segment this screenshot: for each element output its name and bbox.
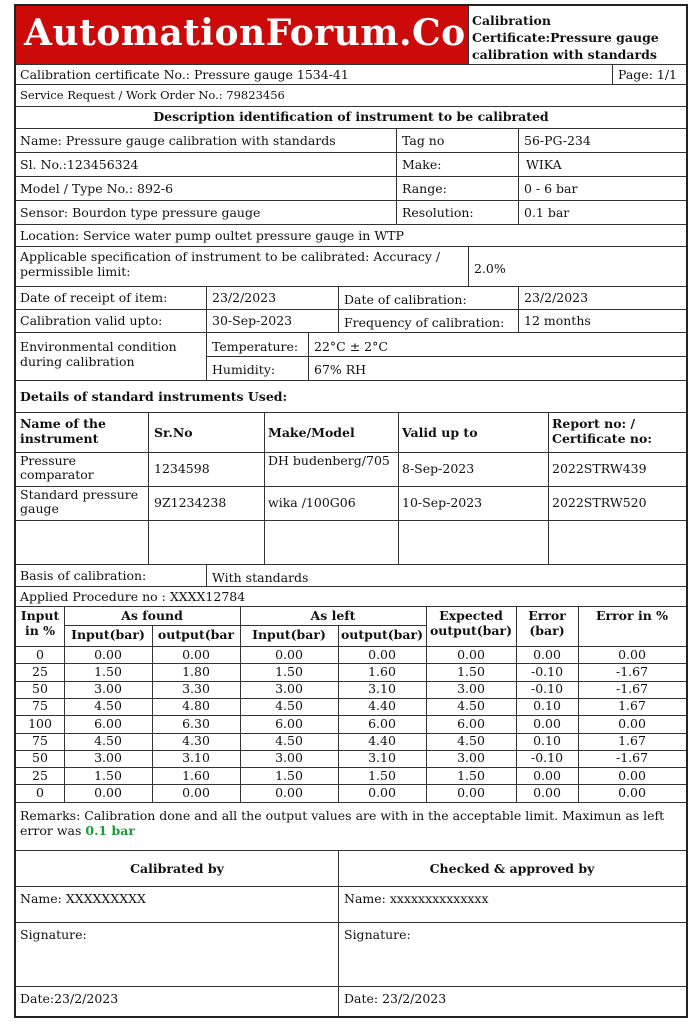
result-cell: 0.10 <box>533 733 561 748</box>
col-expected: Expected output(bar) <box>429 608 513 638</box>
frequency-value: 12 months <box>524 313 591 328</box>
col-found-input: Input(bar) <box>71 627 145 642</box>
resolution-label: Resolution: <box>402 205 474 220</box>
col-input-pct: Input in % <box>20 608 60 638</box>
spec-value: 2.0% <box>474 261 506 276</box>
std-row-1-make: DH budenberg/705 <box>268 453 390 468</box>
valid-label: Calibration valid upto: <box>20 313 163 328</box>
make-value: WIKA <box>526 157 562 172</box>
range-label: Range: <box>402 181 447 196</box>
result-cell: 0.00 <box>618 784 646 800</box>
brand-banner <box>16 6 468 64</box>
result-cell: 0.00 <box>182 646 210 662</box>
result-cell: 1.60 <box>182 767 210 783</box>
service-request: Service Request / Work Order No.: 79823456 <box>20 88 285 102</box>
result-cell: 6.00 <box>275 715 303 731</box>
result-cell: 0.00 <box>533 715 561 731</box>
result-cell: 4.50 <box>94 733 122 748</box>
col-found-output: output(bar <box>157 627 235 642</box>
checked-by-date: Date: 23/2/2023 <box>344 991 447 1006</box>
result-cell: 0.00 <box>94 646 122 662</box>
valid-value: 30-Sep-2023 <box>212 313 293 328</box>
result-cell: 4.40 <box>368 698 396 714</box>
result-cell: 25 <box>32 767 48 783</box>
result-cell: 75 <box>32 733 48 748</box>
std-header-make: Make/Model <box>268 425 355 440</box>
checked-by-signature: Signature: <box>344 927 411 942</box>
std-row-1-name: Pressure comparator <box>20 453 94 482</box>
std-row-2-valid: 10-Sep-2023 <box>402 495 483 510</box>
result-cell: -1.67 <box>615 681 649 697</box>
result-cell: 4.50 <box>457 698 485 714</box>
col-left-input: Input(bar) <box>252 627 326 642</box>
cert-label: Calibration <box>472 13 551 28</box>
result-cell: 1.50 <box>368 767 396 783</box>
col-as-left: As left <box>310 608 356 623</box>
result-cell: 3.00 <box>275 750 303 766</box>
result-cell: 0.10 <box>533 698 561 714</box>
result-cell: 3.00 <box>94 750 122 766</box>
calibration-certificate <box>14 4 688 1018</box>
result-cell: 0.00 <box>182 784 210 800</box>
result-cell: 0.00 <box>533 784 561 800</box>
page-number: Page: 1/1 <box>618 67 678 82</box>
cert-number: Calibration certificate No.: Pressure gauge 1534-41 <box>20 67 349 82</box>
result-cell: -1.67 <box>615 663 649 679</box>
calibrated-by-date: Date:23/2/2023 <box>20 991 119 1006</box>
result-cell: 4.50 <box>275 698 303 714</box>
result-cell: 3.00 <box>94 681 122 697</box>
result-cell: 3.00 <box>275 681 303 697</box>
receipt-label: Date of receipt of item: <box>20 290 168 305</box>
result-cell: 3.00 <box>457 750 485 766</box>
make-label: Make: <box>402 157 442 172</box>
location: Location: Service water pump oultet pressure gauge in WTP <box>20 228 404 243</box>
temperature-label: Temperature: <box>212 339 299 354</box>
result-cell: 6.30 <box>182 715 210 731</box>
std-row-2-srno: 9Z1234238 <box>154 495 227 510</box>
temperature-value: 22°C ± 2°C <box>314 339 388 354</box>
result-cell: 6.00 <box>368 715 396 731</box>
result-cell: 6.00 <box>457 715 485 731</box>
result-cell: 50 <box>32 681 48 697</box>
std-row-1-valid: 8-Sep-2023 <box>402 461 475 476</box>
result-cell: 1.50 <box>275 663 303 679</box>
result-cell: 0.00 <box>457 784 485 800</box>
result-cell: 1.60 <box>368 663 396 679</box>
sensor-type: Sensor: Bourdon type pressure gauge <box>20 205 261 220</box>
model-number: Model / Type No.: 892-6 <box>20 181 174 196</box>
std-header-name: Name of the instrument <box>20 416 106 446</box>
result-cell: -0.10 <box>530 750 564 766</box>
certificate-title <box>472 12 686 63</box>
result-cell: 6.00 <box>94 715 122 731</box>
cal-date-value: 23/2/2023 <box>524 290 589 305</box>
result-cell: 3.10 <box>182 750 210 766</box>
result-cell: 0.00 <box>368 646 396 662</box>
result-cell: 75 <box>32 698 48 714</box>
cert-title-text: Certificate:Pressure gauge calibration with standards <box>472 30 659 62</box>
result-cell: 1.50 <box>457 663 485 679</box>
result-cell: 4.40 <box>368 733 396 748</box>
result-cell: 0 <box>36 646 44 662</box>
result-cell: 0.00 <box>368 784 396 800</box>
remarks-max-error: 0.1 bar <box>85 823 135 838</box>
cal-date-label: Date of calibration: <box>344 292 467 307</box>
result-cell: 1.67 <box>618 733 646 748</box>
range-value: 0 - 6 bar <box>524 181 578 196</box>
result-cell: 1.50 <box>94 663 122 679</box>
result-cell: 4.50 <box>275 733 303 748</box>
result-cell: 3.00 <box>457 681 485 697</box>
basis-value: With standards <box>212 570 309 585</box>
instrument-name: Name: Pressure gauge calibration with standards <box>20 133 336 148</box>
tag-value: 56-PG-234 <box>524 133 591 148</box>
std-row-1-srno: 1234598 <box>154 461 210 476</box>
environment-label: Environmental condition during calibration <box>20 339 177 369</box>
result-cell: 0.00 <box>618 646 646 662</box>
result-cell: 1.50 <box>275 767 303 783</box>
col-left-output: output(bar) <box>340 627 424 642</box>
applied-procedure: Applied Procedure no : XXXX12784 <box>20 589 246 604</box>
result-cell: 0.00 <box>457 646 485 662</box>
result-cell: 1.80 <box>182 663 210 679</box>
std-header-srno: Sr.No <box>154 425 193 440</box>
standards-heading: Details of standard instruments Used: <box>20 389 288 404</box>
result-cell: 50 <box>32 750 48 766</box>
checked-by-heading: Checked & approved by <box>429 861 595 876</box>
calibrated-by-name: Name: XXXXXXXXX <box>20 891 146 906</box>
result-cell: 0.00 <box>533 646 561 662</box>
result-cell: 0.00 <box>275 784 303 800</box>
spec-label: Applicable specification of instrument to be calibrated: Accuracy / permissible limit: <box>20 249 441 279</box>
std-row-1-report: 2022STRW439 <box>552 461 647 476</box>
result-cell: 0.00 <box>533 767 561 783</box>
std-row-2-make: wika /100G06 <box>268 495 356 510</box>
result-cell: 4.30 <box>182 733 210 748</box>
brand-logo-text: AutomationForum.Co <box>24 12 466 54</box>
std-header-report: Report no: / Certificate no: <box>552 416 652 446</box>
col-error-pct: Error in % <box>595 608 669 623</box>
result-cell: 3.10 <box>368 750 396 766</box>
result-cell: -0.10 <box>530 663 564 679</box>
result-cell: 0.00 <box>618 715 646 731</box>
result-cell: -0.10 <box>530 681 564 697</box>
checked-by-name: Name: xxxxxxxxxxxxxx <box>344 891 489 906</box>
calibrated-by-signature: Signature: <box>20 927 87 942</box>
result-cell: -1.67 <box>615 750 649 766</box>
result-cell: 4.50 <box>94 698 122 714</box>
result-cell: 4.50 <box>457 733 485 748</box>
col-error-bar: Error (bar) <box>528 608 566 638</box>
humidity-value: 67% RH <box>314 362 367 377</box>
basis-label: Basis of calibration: <box>20 568 147 583</box>
result-cell: 0.00 <box>275 646 303 662</box>
remarks <box>20 808 680 838</box>
remarks-text: Remarks: Calibration done and all the output values are with in the acceptable limit. Maximun as left error was <box>20 808 665 838</box>
result-cell: 1.67 <box>618 698 646 714</box>
result-cell: 25 <box>32 663 48 679</box>
result-cell: 100 <box>28 715 52 731</box>
tag-label: Tag no <box>402 133 445 148</box>
frequency-label: Frequency of calibration: <box>344 315 505 330</box>
receipt-value: 23/2/2023 <box>212 290 277 305</box>
result-cell: 4.80 <box>182 698 210 714</box>
std-header-valid: Valid up to <box>402 425 478 440</box>
result-cell: 0.00 <box>94 784 122 800</box>
calibrated-by-heading: Calibrated by <box>130 861 224 876</box>
result-cell: 3.30 <box>182 681 210 697</box>
result-cell: 0.00 <box>618 767 646 783</box>
col-as-found: As found <box>121 608 183 623</box>
std-row-2-report: 2022STRW520 <box>552 495 647 510</box>
result-cell: 3.10 <box>368 681 396 697</box>
description-heading: Description identification of instrument to be calibrated <box>153 109 549 124</box>
result-cell: 1.50 <box>457 767 485 783</box>
humidity-label: Humidity: <box>212 362 276 377</box>
serial-number: Sl. No.:123456324 <box>20 157 139 172</box>
resolution-value: 0.1 bar <box>524 205 570 220</box>
result-cell: 0 <box>36 784 44 800</box>
result-cell: 1.50 <box>94 767 122 783</box>
std-row-2-name: Standard pressure gauge <box>20 487 139 516</box>
